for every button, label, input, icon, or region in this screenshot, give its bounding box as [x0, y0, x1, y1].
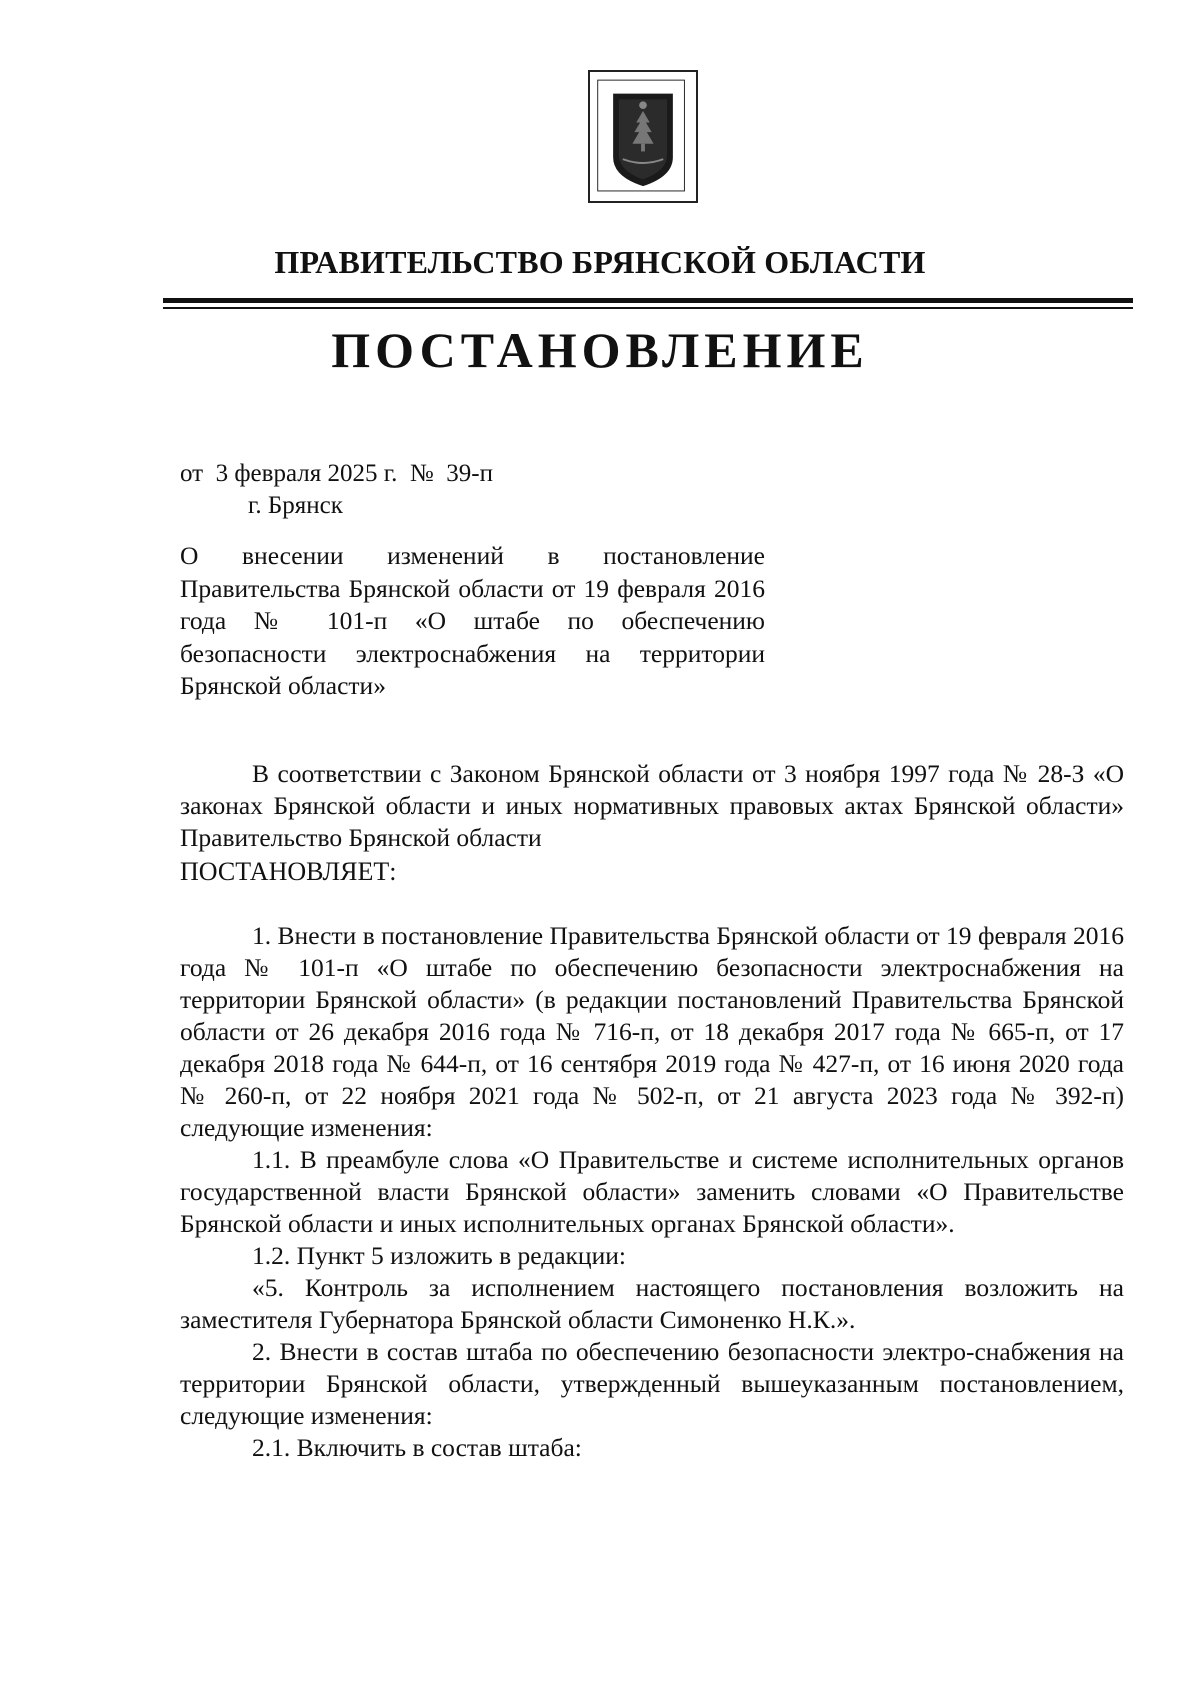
resolves-heading: ПОСТАНОВЛЯЕТ: — [180, 857, 397, 886]
date-and-number: от 3 февраля 2025 г. № 39-п — [180, 460, 493, 487]
paragraph-1: 1. Внести в постановление Правительства Брянской области от 19 февраля 2016 года № 101-п «О штабе по обеспечению безопасности электроснабжения на территории Брянской области» (в редакции постановлений Правительства Брянской области от 26 декабря 2016 года № 716-п, от 18 декабря 2017 года № 665-п, от 17 декабря 2018 года № 644-п, от 16 сентября 2019 года № 427-п, от 16 июня 2020 года № 260-п, от 22 ноября 2021 года № 502-п, от 21 августа 2023 года № 392-п) следующие изменения: — [180, 921, 1124, 1142]
paragraph-1-1: 1.1. В преамбуле слова «О Правительстве и системе исполнительных органов государственной власти Брянской области» заменить словами «О Правительстве Брянской области и иных исполнительных органах Брянской области». — [180, 1145, 1124, 1238]
preamble-paragraph: В соответствии с Законом Брянской области от 3 ноября 1997 года № 28-З «О законах Брянской области и иных нормативных правовых актах Брянской области» Правительство Брянской области — [180, 759, 1124, 852]
paragraph-5-quote: «5. Контроль за исполнением настоящего постановления возложить на заместителя Губернатора Брянской области Симоненко Н.К.». — [180, 1273, 1124, 1334]
government-title: ПРАВИТЕЛЬСТВО БРЯНСКОЙ ОБЛАСТИ — [274, 244, 926, 280]
paragraph-1-2: 1.2. Пункт 5 изложить в редакции: — [252, 1241, 626, 1270]
header-rule-thick — [163, 298, 1133, 303]
paragraph-2: 2. Внести в состав штаба по обеспечению безопасности электро-снабжения на территории Брянской области, утвержденный вышеуказанным постановлением, следующие изменения: — [180, 1337, 1124, 1430]
document-body — [180, 758, 1124, 1464]
document-subject — [180, 540, 765, 703]
city: г. Брянск — [248, 492, 343, 519]
header-rule-thin — [163, 307, 1133, 309]
coat-of-arms-icon — [588, 70, 698, 203]
paragraph-2-1: 2.1. Включить в состав штаба: — [252, 1433, 582, 1462]
document-type-title: ПОСТАНОВЛЕНИЕ — [331, 322, 869, 378]
subject-text: О внесении изменений в постановление Правительства Брянской области от 19 февраля 2016 года № 101-п «О штабе по обеспечению безопасности электроснабжения на территории Брянской области» — [180, 541, 765, 700]
